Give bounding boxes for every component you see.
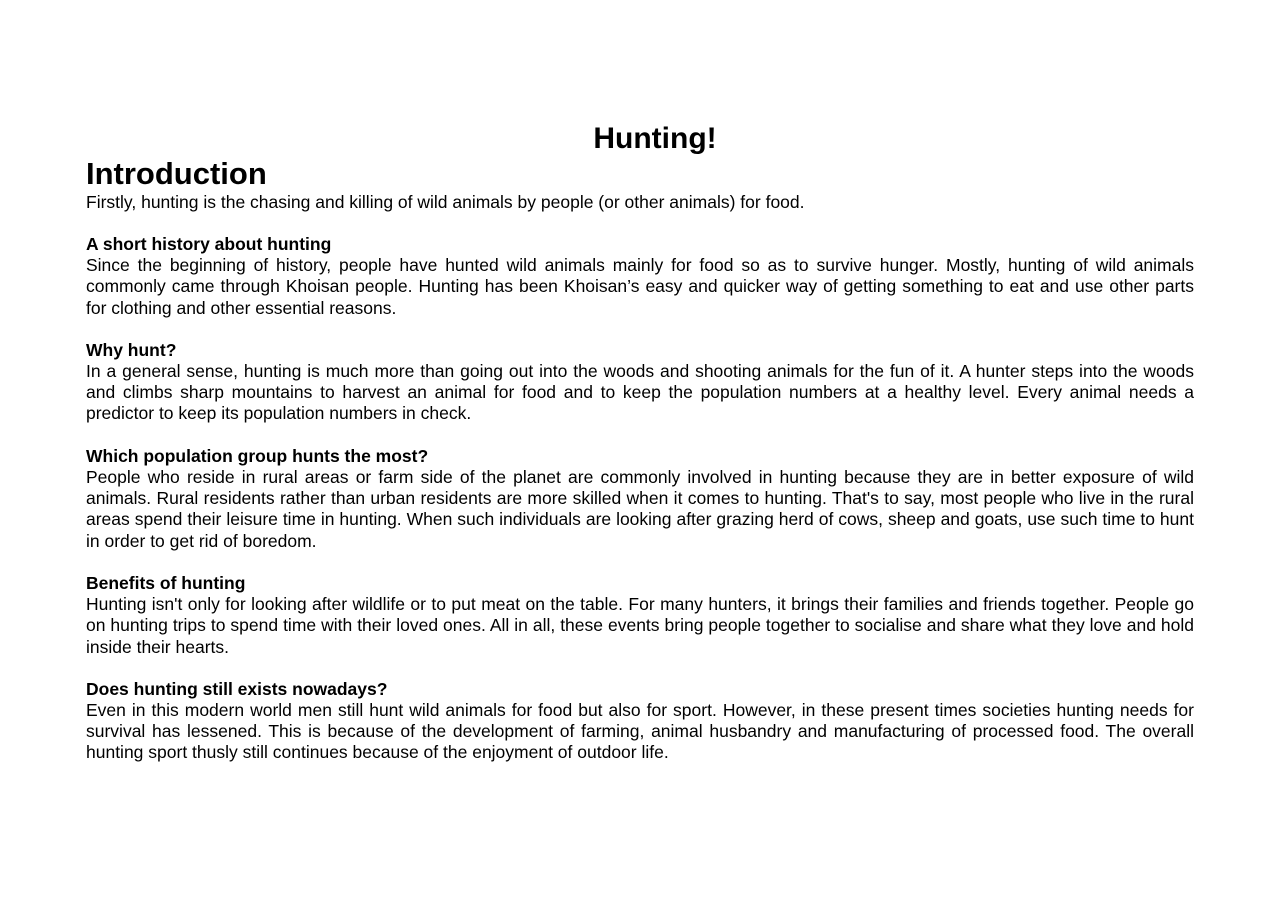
- section-population-group: [86, 446, 1194, 552]
- section-heading: A short history about hunting: [86, 234, 332, 254]
- section-body: Even in this modern world men still hunt wild animals for food but also for sport. However, in these present times societies hunting needs for survival has lessened. This is because of the development of farming, animal husbandry and manufacturing of processed food. The overall hunting sport thusly still continues because of the enjoyment of outdoor life.: [86, 699, 1194, 763]
- section-heading: Benefits of hunting: [86, 572, 246, 593]
- section-body: Since the beginning of history, people have hunted wild animals mainly for food so as to survive hunger. Mostly, hunting of wild animals commonly came through Khoisan people. Hunting has been Khoisan’s easy and quicker way of getting something to eat and use other parts for clothing and other essential reasons.: [86, 255, 1194, 318]
- document-title: Hunting!: [593, 122, 717, 155]
- section-history: [86, 234, 1194, 319]
- section-benefits: [86, 573, 1194, 658]
- document-page: [86, 121, 1194, 785]
- section-nowadays: [86, 679, 1194, 764]
- section-heading: Which population group hunts the most?: [86, 445, 429, 466]
- section-body: In a general sense, hunting is much more than going out into the woods and shooting animals for the fun of it. A hunter steps into the woods and climbs sharp mountains to harvest an animal for food and to keep the population numbers at a healthy level. Every animal needs a predictor to keep its population numbers in check.: [86, 360, 1194, 424]
- section-why-hunt: [86, 340, 1194, 425]
- intro-text: Firstly, hunting is the chasing and killing of wild animals by people (or other animals) for food.: [86, 192, 805, 212]
- section-heading: Does hunting still exists nowadays?: [86, 678, 388, 699]
- section-body: Hunting isn't only for looking after wildlife or to put meat on the table. For many hunters, it brings their families and friends together. People go on hunting trips to spend time with their loved ones. All in all, these events bring people together to socialise and share what they love and hold inside their hearts.: [86, 593, 1194, 657]
- intro-heading: Introduction: [86, 156, 267, 191]
- section-heading: Why hunt?: [86, 339, 177, 360]
- section-body: People who reside in rural areas or farm side of the planet are commonly involved in hunting because they are in better exposure of wild animals. Rural residents rather than urban residents are more skilled when it comes to hunting. That's to say, most people who live in the rural areas spend their leisure time in hunting. When such individuals are looking after grazing herd of cows, sheep and goats, use such time to hunt in order to get rid of boredom.: [86, 466, 1194, 551]
